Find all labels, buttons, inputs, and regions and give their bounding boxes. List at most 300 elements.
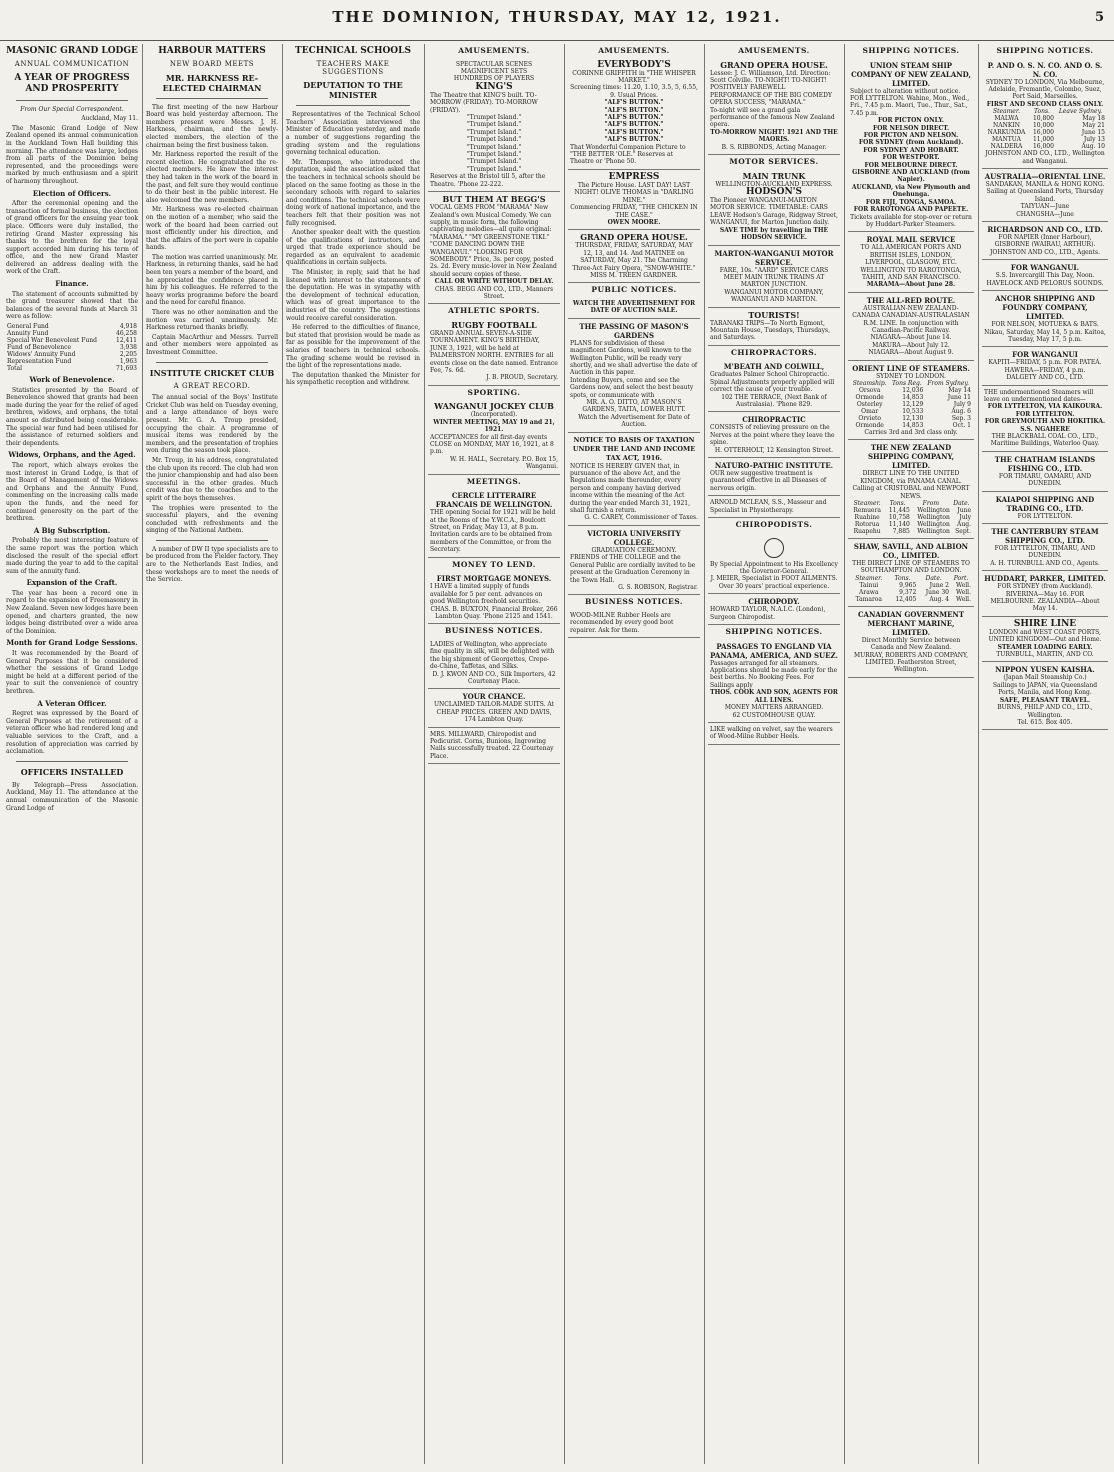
sailing-row xyxy=(850,582,972,589)
destination-list xyxy=(850,117,972,213)
column-shipping-2 xyxy=(982,44,1108,1464)
ad-body: FOR LYTTELTON. xyxy=(1017,512,1073,520)
ad-body: Watch the Advertisement for Date of Auction. xyxy=(578,413,690,429)
headline-progress: A YEAR OF PROGRESS AND PROSPERITY xyxy=(14,72,130,94)
ad-title: KAIAPOI SHIPPING AND TRADING CO., LTD. xyxy=(995,494,1095,513)
sailing-row xyxy=(850,528,972,535)
table-cell: 10,800 xyxy=(1032,115,1054,123)
paragraph: Mr. Troup, in his address, congratulated the club upon its record. The club had won the junior championship and had also been successful in the other grades. Much credit was due to the coaches and to the spirit of the boys themselves. xyxy=(146,456,278,502)
paragraph: Mr. Thompson, who introduced the deputation, said the association asked that the teachers in technical schools should be placed on the same footing as those in the secondary schools with regard to salaries and conditions. The technical schools were doing work of national importance, and the teachers felt that their position was not fully recognised. xyxy=(286,158,420,227)
ad-tourists xyxy=(708,308,840,346)
paragraph: Another speaker dealt with the question of the qualifications of instructors, and urged that trade experience should be regarded as an equivalent to academic qualifications in certain subjects. xyxy=(286,229,420,267)
destination-item: FOR RAROTONGA AND PAPEETE. xyxy=(853,206,969,214)
ad-p-and-o xyxy=(982,58,1108,169)
subhead-record: A GREAT RECORD. xyxy=(173,381,251,390)
ad-line: MAGNIFICENT SETS xyxy=(460,68,528,75)
ad-shire-line xyxy=(982,617,1108,663)
table-header xyxy=(984,108,1106,115)
ad-masons-gardens xyxy=(568,319,700,433)
table-cell: 12,411 xyxy=(116,337,137,345)
paragraph: Mr. Harkness was re-elected chairman on the motion of a member, who said the work of the board had been carried out most efficiently under his direction, and that the affairs of the port were in capable hands. xyxy=(146,206,278,252)
trumpet-line: "Trumpet Island." xyxy=(466,151,522,159)
alfs-button-line: "ALF'S BUTTON." xyxy=(604,128,664,136)
ship-list xyxy=(850,334,972,356)
table-cell: 2,205 xyxy=(119,351,137,359)
ad-title: EMPRESS xyxy=(608,171,660,182)
ad-body: TO-MORROW NIGHT! 1921 AND THE MAORIS. xyxy=(710,128,838,144)
table-cell: 7,885 xyxy=(892,528,910,536)
paragraph: The year has been a record one in regard to the expansion of Freemasonry in New Zealand. Seven new lodges have been opened, and charters granted, the new lodges being distributed over a wide area of the Dominion. xyxy=(6,589,138,635)
table-header-cell: Tons. xyxy=(889,500,906,508)
table-cell: 12,130 xyxy=(902,415,924,422)
ad-title: SHIRE LINE xyxy=(1013,618,1077,629)
table-cell: June 2 xyxy=(929,581,949,589)
ad-sign: G. S. ROBISON, Registrar. xyxy=(618,583,698,591)
table-cell: May 18 xyxy=(1082,115,1105,123)
ad-title: WANGANUI JOCKEY CLUB xyxy=(434,401,554,412)
paragraph: The trophies were presented to the successful players, and the evening concluded with refreshments and the singing of the National Anthem. xyxy=(146,504,278,535)
ad-title: UNION STEAM SHIP COMPANY OF NEW ZEALAND, LIMITED. xyxy=(851,60,971,88)
destination-item: AUCKLAND, via New Plymouth and Onehunga. xyxy=(851,183,971,199)
table-header-cell: Tons. xyxy=(1033,108,1050,116)
ad-nz-shipping xyxy=(848,440,974,539)
ad-address: 102 THE TERRACE, (Next Bank of Australasia). 'Phone 829. xyxy=(721,393,827,408)
table-cell: 71,693 xyxy=(116,365,137,373)
table-cell: Tamaroa xyxy=(855,595,882,603)
paragraph: Regret was expressed by the Board of General Purposes at the retirement of a veteran officer who had rendered long and valuable services to the Craft, and a resolution of appreciation was carried by acclamation. xyxy=(6,710,138,756)
paragraph: He referred to the difficulties of finance, but stated that provision would be made as far as possible for the improvement of the salaries of teachers in technical schools. The grading scheme would be revised in the light of the representations made. xyxy=(286,324,420,370)
table-cell: Wellington xyxy=(917,521,950,529)
section-chiropodists: CHIROPODISTS. xyxy=(735,520,813,530)
subhead-annual: ANNUAL COMMUNICATION xyxy=(14,60,130,68)
ad-sub: STEAMER LOADING EARLY. xyxy=(997,643,1093,651)
table-header-cell: Steamer. xyxy=(855,574,883,582)
ad-body: Intending Buyers, come and see the Gardens now, and select the best beauty spots, or communicate with xyxy=(570,376,694,399)
ad-body: That Wonderful Companion Picture to "THE BETTER 'OLE." Reserves at Theatre or 'Phone 50. xyxy=(570,143,686,166)
table-cell: Oct. 1 xyxy=(952,422,971,429)
table-cell: June xyxy=(957,507,971,515)
section-public: PUBLIC NOTICES. xyxy=(591,285,677,295)
headline-cricket: INSTITUTE CRICKET CLUB xyxy=(149,367,275,378)
ad-title: ANCHOR SHIPPING AND FOUNDRY COMPANY, LIMITED. xyxy=(995,294,1095,322)
ad-firm: WANGANUI MOTOR COMPANY, WANGANUI AND MARTON. xyxy=(724,288,824,304)
table-cell: General Fund xyxy=(7,323,49,331)
ad-title: BUT THEM AT BEGG'S xyxy=(442,194,546,205)
ad-body: ARNOLD MCLEAN, S.S., Masseur and Specialist in Physiotherapy. xyxy=(710,499,827,514)
table-cell: Ormonde xyxy=(855,422,884,429)
ad-kaiapoi xyxy=(982,492,1108,524)
ad-silks xyxy=(428,638,560,689)
ad-body: Graduates Palmer School Chiropractic. Spinal Adjustments properly applied will correct the cause of your trouble. xyxy=(710,371,835,394)
ad-line: HUNDREDS OF PLAYERS xyxy=(453,75,535,83)
table-cell: Sept. xyxy=(955,528,971,536)
ad-sign: D. J. KWON AND CO., Silk Importers, 42 Courtenay Place. xyxy=(432,670,556,685)
ad-body: SYDNEY TO LONDON, Via Melbourne, Adelaide, Fremantle, Colombo, Suez, Port Said, Marseilles. xyxy=(985,78,1105,101)
ad-body: LADIES of Wellington, who appreciate fine quality in silk, will be delighted with the big shipment of Georgettes, Crepe-de-Chine, Taffetas, and Silks. xyxy=(430,640,555,671)
column-technical xyxy=(286,44,425,1464)
ad-body: WINTER MEETING, MAY 19 and 21, 1921. xyxy=(433,418,555,434)
ad-firm: DALGETY AND CO., LTD. xyxy=(1006,374,1084,382)
ad-body: Subject to alteration without notice. FOR LYTTELTON. Wahine, Mon., Wed., Fri., 7.45 p.m. Maori, Tue., Thur., Sat., 7.45 p.m. xyxy=(850,87,970,117)
ad-address: 62 CUSTOMHOUSE QUAY. xyxy=(732,711,816,719)
ad-watch xyxy=(568,297,700,319)
ad-body: S.S. Invercargill This Day, Noon. HAVELOCK AND PELORUS SOUNDS. xyxy=(986,272,1104,287)
table-cell: 12,405 xyxy=(895,595,917,603)
paragraph: Captain MacArthur and Messrs. Turrell and other members were appointed as Investment Committee. xyxy=(146,333,278,356)
section-amusements: AMUSEMENTS. xyxy=(458,46,530,55)
fund-row xyxy=(6,344,138,351)
divider xyxy=(16,100,128,101)
ad-title: NIPPON YUSEN KAISHA. xyxy=(995,665,1095,675)
divider xyxy=(156,362,268,363)
fund-row xyxy=(6,337,138,344)
table-header-cell: Leave Sydney. xyxy=(1058,108,1103,116)
ad-body: J. MEIER, Specialist in FOOT AILMENTS. Over 30 years' practical experience. xyxy=(710,575,838,590)
section-heading: Expansion of the Craft. xyxy=(26,578,118,588)
table-cell: 9,965 xyxy=(899,581,917,589)
table-header xyxy=(850,575,972,582)
destination-item: FOR NELSON DIRECT. xyxy=(872,124,950,132)
sailing-row xyxy=(850,394,972,401)
table-cell: 10,000 xyxy=(1032,122,1054,130)
table-cell: Wellington xyxy=(917,528,950,536)
paragraph: Representatives of the Technical School Teachers' Association interviewed the Minister of Education yesterday, and made a number of suggestions regarding the grading system and the regulations governing technical education. xyxy=(286,111,420,157)
table-cell: Remuera xyxy=(853,507,881,515)
table-cell: June 11 xyxy=(947,394,971,401)
ad-orient-line xyxy=(848,361,974,441)
paragraph: The report, which always evokes the most interest in Grand Lodge, is that of the Board of Management of the Widows and Orphans and the Annuity Fund, commenting on the increasing calls made upon the funds, and the need for continued generosity on the part of the brethren. xyxy=(6,461,138,523)
sailing-row xyxy=(984,115,1106,122)
ad-naturopathic xyxy=(708,458,840,496)
ad-title: THE ALL-RED ROUTE. xyxy=(866,295,956,305)
table-cell: 14,853 xyxy=(902,394,924,401)
ad-firm: MURRAY, ROBERTS AND COMPANY, LIMITED. Featherston Street, Wellington. xyxy=(853,651,969,674)
ad-body: S.S. NGAHERE xyxy=(1020,425,1070,433)
destination-item: FOR LYTTELTON, VIA KAIKOURA. xyxy=(987,403,1103,411)
ad-firm: CHAS. BEGG AND CO., LTD., Manners Street. xyxy=(434,285,554,300)
ad-royal-mail xyxy=(848,232,974,292)
table-cell: July xyxy=(959,514,971,522)
ad-velvet xyxy=(708,723,840,745)
ad-firm: A. H. TURNBULL AND CO., Agents. xyxy=(990,559,1100,567)
headline-harbour: HARBOUR MATTERS xyxy=(158,46,266,56)
byline: From Our Special Correspondent. xyxy=(20,105,124,113)
table-cell: Arawa xyxy=(859,588,879,596)
table-header-cell: From Sydney. xyxy=(927,380,969,387)
table-cell: Sep. 3 xyxy=(951,415,971,422)
ad-sign: MISS M. TREEN GARDNER. xyxy=(590,271,678,279)
paragraph: Mr. Harkness reported the result of the recent election. He congratulated the re-elected members. He knew the interest they had taken in the work of the board in the past, and felt sure they would continue to do their best in the public interest. He also welcomed the new members. xyxy=(146,151,278,204)
ad-sign: B. S. RIBBONDS, Acting Manager. xyxy=(721,143,827,151)
section-money: MONEY TO LEND. xyxy=(452,559,536,569)
section-shipping: SHIPPING NOTICES. xyxy=(725,627,823,637)
ad-title: ORIENT LINE OF STEAMERS. xyxy=(852,363,970,373)
paragraph: A number of DW II type specialists are to be produced from the Fielder factory. They are to the Netherlands East Indies, and these workshops are to meet the needs of the Service. xyxy=(146,545,278,584)
table-cell: MALWA xyxy=(994,115,1019,123)
ad-body: Commencing FRIDAY, "THE CHICKEN IN THE CASE." xyxy=(570,204,698,219)
ad-title: TOURISTS! xyxy=(748,309,800,320)
section-business: BUSINESS NOTICES. xyxy=(584,597,684,607)
ad-title: ROYAL MAIL SERVICE xyxy=(866,235,956,245)
section-heading: Month for Grand Lodge Sessions. xyxy=(6,638,138,648)
ad-sign: MR. A. O. DITTO, AT MASON'S GARDENS, TAITA, LOWER HUTT. xyxy=(582,399,686,414)
column-masonic xyxy=(6,44,143,1464)
table-cell: 46,258 xyxy=(116,330,137,338)
ad-empress xyxy=(568,170,700,230)
ad-body: Direct Monthly Service between Canada and New Zealand. xyxy=(861,636,961,652)
subhead-new-board: NEW BOARD MEETS xyxy=(169,60,255,68)
ad-sub: CORINNE GRIFFITH in "THE WHISPER MARKET." xyxy=(572,69,696,84)
table-cell: Osterley xyxy=(856,401,883,408)
ad-body: THURSDAY, FRIDAY, SATURDAY, MAY 12, 13, and 14. And MATINEE on SATURDAY, May 21. The Charming Three-Act Fairy Opera, "SNOW-WHITE." xyxy=(572,242,696,272)
ad-firm: TURNBULL, MARTIN, AND CO. xyxy=(996,651,1094,659)
ad-jockey-club xyxy=(428,399,560,474)
sailing-row xyxy=(850,514,972,521)
ad-body: To-night will see a grand gala performance of the famous New Zealand opera. xyxy=(710,106,835,129)
destination-item: FOR MELBOURNE DIRECT. xyxy=(864,161,958,169)
alfs-button-line: "ALF'S BUTTON." xyxy=(604,136,664,144)
ship-item: MAKURA—About July 12. xyxy=(872,341,950,349)
table-cell: Total xyxy=(7,365,23,373)
table-cell: 14,853 xyxy=(902,422,924,429)
table-cell: Orsova xyxy=(858,387,881,394)
ad-sub: By Special Appointment to His Excellency the Governor-General. xyxy=(710,560,838,576)
ad-shaw-savill xyxy=(848,539,974,607)
ad-body: Reserves at the Bristol till 5, after the Theatre. 'Phone 22-222. xyxy=(430,173,546,188)
ad-chatham-islands xyxy=(982,452,1108,492)
section-shipping: SHIPPING NOTICES. xyxy=(862,46,960,55)
ad-body: CALL OR WRITE WITHOUT DELAY. xyxy=(434,278,554,286)
ad-oriental-line xyxy=(982,169,1108,222)
ad-body: Carries 3rd and 3rd class only. xyxy=(864,429,958,436)
ad-body: The Picture House. LAST DAY! LAST NIGHT! OLIVE THOMAS in "DARLING MINE." xyxy=(574,181,694,204)
table-cell: Fund of Benevolence xyxy=(7,344,72,352)
paragraph: The statement of accounts submitted by the grand treasurer showed that the balances of the several funds at March 31 were as follow: xyxy=(6,290,138,321)
ad-body: LIKE walking on velvet, say the wearers of Wood-Milne Rubber Heels. xyxy=(710,725,833,741)
table-cell: May 14 xyxy=(948,387,971,394)
destination-item: FOR SYDNEY AND HOBART. xyxy=(863,146,959,154)
table-cell: Ruahine xyxy=(854,514,880,522)
ad-body: VOCAL GEMS FROM "MARAMA" New Zealand's own Musical Comedy. We can supply, in music form, the following captivating melodies—all quite original: "MARAMA." "MY GREENSTONE TIKI." "COME DANCING DOWN THE WANGANUI." "LOOKING FOR SOMEBODY." Price, 3s. per copy, posted 2s. 2d. Every music-lover in New Zealand should secure copies of these. xyxy=(430,204,557,278)
ad-main-trunk xyxy=(708,169,840,246)
nz-shipping-table xyxy=(850,500,972,535)
paragraph: There was no other nomination and the motion was carried unanimously. Mr. Harkness returned thanks briefly. xyxy=(146,309,278,332)
table-cell: Aug. xyxy=(957,521,971,529)
ad-huddart-parker xyxy=(982,571,1108,617)
table-header-cell: Steamer. xyxy=(992,108,1020,116)
destination-list xyxy=(984,403,1106,425)
ad-mortgage xyxy=(428,571,560,624)
table-cell: 1,963 xyxy=(119,358,137,366)
ad-tailor xyxy=(428,689,560,727)
table-cell: Aug. 6 xyxy=(951,408,971,415)
table-cell: Special War Benevolent Fund xyxy=(7,337,97,345)
ad-title: THE CANTERBURY STEAM SHIPPING CO., LTD. xyxy=(991,527,1099,545)
ad-for-wanganui xyxy=(982,260,1108,291)
sailing-row xyxy=(984,143,1106,150)
section-business: BUSINESS NOTICES. xyxy=(444,626,544,636)
ad-marton-wanganui xyxy=(708,246,840,308)
ad-canadian-government xyxy=(848,607,974,678)
page-number: 5 xyxy=(1094,10,1104,25)
sailing-row xyxy=(850,521,972,528)
ad-body: FOR LYTTELTON, TIMARU, AND DUNEDIN. xyxy=(994,545,1096,560)
ship-item: TAIYUAN—June xyxy=(1020,203,1070,211)
ad-title: M'BEATH AND COLWILL, xyxy=(723,362,825,372)
table-cell: Wellington xyxy=(917,514,950,522)
table-cell: Well. xyxy=(956,595,971,603)
sailing-row xyxy=(984,122,1106,129)
ad-title: EVERYBODY'S xyxy=(597,59,671,70)
ad-title: KING'S xyxy=(475,81,513,92)
ad-firm: JOHNSTON AND CO., LTD., Wellington and Wanganui. xyxy=(985,150,1105,165)
divider xyxy=(156,540,268,541)
fund-row xyxy=(6,358,138,365)
table-cell: Rotorua xyxy=(854,521,880,529)
destination-item: FOR PICTON AND NELSON. xyxy=(863,132,959,140)
ad-body: GRAND ANNUAL SEVEN-A-SIDE TOURNAMENT. KING'S BIRTHDAY, JUNE 3, 1921, will be held at PALMERSTON NORTH. ENTRIES for all events close on the date named. Entrance Fee, 7s. 6d. xyxy=(430,329,558,374)
trumpet-line: "Trumpet Island." xyxy=(466,165,522,173)
ad-body: OWEN MOORE. xyxy=(607,218,661,226)
ad-title: FIRST MORTGAGE MONEYS. xyxy=(436,574,552,584)
ad-body: The Theatre that KING'S built. TO-MORROW (FRIDAY). TO-MORROW (FRIDAY). xyxy=(430,91,538,114)
column-amusements-1 xyxy=(428,44,565,1464)
table-header-cell: Date. xyxy=(953,500,970,508)
ad-rugby xyxy=(428,318,560,386)
ad-firm: THE BLACKBALL COAL CO., LTD., Maritime Buildings, Waterloo Quay. xyxy=(990,432,1100,448)
masthead xyxy=(0,0,1114,41)
alfs-button-line: "ALF'S BUTTON." xyxy=(604,121,664,129)
ad-title: NOTICE TO BASIS OF TAXATION UNDER THE LAND AND INCOME TAX ACT, 1916. xyxy=(572,435,696,462)
table-cell: NANKIN xyxy=(993,122,1020,130)
ad-mbeath-colwill xyxy=(708,359,840,412)
table-header-cell: Date. xyxy=(925,574,942,582)
ad-sub: (Japan Mail Steamship Co.) xyxy=(1003,674,1087,682)
ad-title: RUGBY FOOTBALL xyxy=(451,319,537,330)
ad-title: FOR WANGANUI. xyxy=(1010,263,1080,273)
table-cell: June 30 xyxy=(925,588,949,596)
ad-body: HOWARD TAYLOR, N.A.I.C. (London), Surgeon Chiropodist. xyxy=(710,606,826,621)
ad-body: FRIENDS of THE COLLEGE and the General Public are cordially invited to be present at the Graduation Ceremony in the Town Hall. xyxy=(570,554,696,584)
table-cell: 4,918 xyxy=(119,323,137,331)
ad-sub: FIRST AND SECOND CLASS ONLY. xyxy=(986,100,1104,108)
ad-body: FOR NAPIER (Inner Harbour), GISBORNE (WAIRAU, ARTHUR). xyxy=(994,234,1096,249)
ad-body: FOR TIMARU, OAMARU, AND DUNEDIN. xyxy=(998,472,1092,488)
ad-body: THE undermentioned Steamers will leave on undermentioned dates— xyxy=(984,388,1094,403)
table-cell: 11,445 xyxy=(888,507,910,515)
ad-wood-milne xyxy=(568,609,700,638)
destination-item: FOR LYTTELTON. xyxy=(1015,410,1075,418)
ad-taxation xyxy=(568,433,700,526)
ad-body: Passages arranged for all steamers. Applications should be made early for the best berths. No Booking Fees. For Sailings apply xyxy=(710,659,838,689)
ad-line: SPECTACULAR SCENES xyxy=(455,60,533,68)
shaw-savill-table xyxy=(850,575,972,603)
trumpet-list xyxy=(430,114,558,173)
section-sporting: SPORTING. xyxy=(467,387,521,397)
paragraph: After the ceremonial opening and the transaction of formal business, the election of grand officers for the ensuing year took place. Officers were duly installed, the retiring Grand Master expressing his thanks to the brethren for the loyal support accorded him during his term of office, and the new Grand Master delivered an address dealing with the work of the Craft. xyxy=(6,200,138,276)
ad-title: CHIROPODY. xyxy=(748,597,800,607)
ad-chiropractic xyxy=(708,412,840,458)
ad-body: MARAMA—About June 28. xyxy=(866,281,956,289)
paragraph: The motion was carried unanimously. Mr. Harkness, in returning thanks, said he had been ten years a member of the board, and he appreciated the confidence placed in him by his colleagues. He referred to the heavy works programme before the board and the need for careful finance. xyxy=(146,253,278,307)
ad-nippon-yusen xyxy=(982,662,1108,730)
table-cell: Annuity Fund xyxy=(7,330,49,338)
ad-body: CONSISTS of relieving pressure on the Nerves at the point where they leave the spine. xyxy=(710,424,835,447)
ad-grand-opera-marama xyxy=(708,58,840,155)
ad-body: The Pioneer WANGANUI-MARTON MOTOR SERVICE. TIMETABLE: CARS LEAVE Hodson's Garage, Ridgway Street, WANGANUI, for Marton Junction daily. xyxy=(710,197,838,227)
destination-item: GISBORNE AND AUCKLAND (from Napier). xyxy=(852,169,970,184)
ad-wanganui-patea xyxy=(982,347,1108,385)
ad-body: AUSTRALIAN-NEW ZEALAND-CANADA CANADIAN-AUSTRALASIAN R.M. LINE. In conjunction with Canadian-Pacific Railway. xyxy=(852,304,970,334)
ad-body: Lessee: J. C. Williamson, Ltd. Direction: Scott Colville. TO-NIGHT! TO-NIGHT! POSITIVELY FAREWELL PERFORMANCE OF THE BIG COMEDY OPERA SUCCESS, "MARAMA." xyxy=(710,69,832,107)
ad-meier xyxy=(708,532,840,595)
trumpet-line: "Trumpet Island." xyxy=(466,114,522,122)
ad-body: SANDAKAN, MANILA & HONG KONG. Sailing at Queensland Ports, Thursday Island. xyxy=(985,181,1105,203)
fund-row xyxy=(6,351,138,358)
ad-kings xyxy=(428,58,560,193)
ad-body: FOR NELSON, MOTUEKA & BATS. Nikau, Saturday, May 14, 5 p.m. Kaitoa, Tuesday, May 17, 5 p.m. xyxy=(984,321,1106,343)
ad-title: RICHARDSON AND CO., LTD. xyxy=(987,225,1103,235)
ad-title: MAIN TRUNK xyxy=(742,170,806,181)
table-cell: July 9 xyxy=(953,401,971,408)
table-cell: June 15 xyxy=(1081,129,1105,137)
sailing-row xyxy=(850,408,972,415)
section-amusements: AMUSEMENTS. xyxy=(598,46,670,55)
ad-firm: THOS. COOK AND SON, AGENTS FOR ALL LINES. xyxy=(710,689,838,704)
table-cell: Aug. 10 xyxy=(1081,143,1105,151)
section-heading: Work of Benevolence. xyxy=(29,375,115,385)
ad-title: CERCLE LITTERAIRE FRANCAIS DE WELLINGTON. xyxy=(435,491,553,510)
ad-body: THE DIRECT LINE OF STEAMERS TO SOUTHAMPTON AND LONDON. xyxy=(852,560,970,575)
alfs-button-line: "ALF'S BUTTON." xyxy=(604,106,664,114)
ad-body: Tickets available for stop-over or return by Huddart-Parker Steamers. xyxy=(850,213,972,228)
ad-title: HUDDART, PARKER, LIMITED. xyxy=(984,574,1106,584)
ad-body: Sailings to JAPAN, via Queensland Ports, Manila, and Hong Kong. xyxy=(992,681,1098,697)
table-cell: 12,129 xyxy=(902,401,924,408)
table-cell: Tainui xyxy=(859,581,879,589)
sailing-row xyxy=(984,136,1106,143)
ad-title: CANADIAN GOVERNMENT MERCHANT MARINE, LIMITED. xyxy=(857,609,965,637)
ad-title: FOR WANGANUI xyxy=(1012,350,1078,360)
table-header-cell: Steamship. xyxy=(852,380,887,387)
ad-body: KAPITI—FRIDAY, 5 p.m. FOR PATEA. HAWERA—FRIDAY, 4 p.m. xyxy=(988,359,1102,374)
ad-body: LONDON and WEST COAST PORTS, UNITED KINGDOM—Out and Home. xyxy=(988,628,1102,644)
ad-body: DIRECT LINE TO THE UNITED KINGDOM, via PANAMA CANAL. Calling at CRISTOBAL and NEWPORT NEWS. xyxy=(852,470,970,500)
ad-body: WATCH THE ADVERTISEMENT FOR DATE OF AUCTION SALE. xyxy=(572,299,696,315)
ad-firm: JOHNSTON AND CO., LTD., Agents. xyxy=(990,248,1100,256)
table-header-cell: Steamer. xyxy=(853,500,881,508)
divider xyxy=(296,105,410,106)
ad-body: ACCEPTANCES for all first-day events CLOSE on MONDAY, MAY 16, 1921, at 8 p.m. xyxy=(430,433,554,456)
table-cell: Ormonde xyxy=(855,394,884,401)
table-cell: Orvieto xyxy=(858,415,882,422)
ad-body: WOOD-MILNE Rubber Heels are recommended by every good boot repairer. Ask for them. xyxy=(570,611,674,634)
ad-grand-opera-snow xyxy=(568,230,700,283)
table-header-cell: Tons Reg. xyxy=(891,380,922,387)
destination-item: FOR PICTON ONLY. xyxy=(877,117,945,125)
ad-title: SHAW, SAVILL, AND ALBION CO., LIMITED. xyxy=(853,542,969,561)
trumpet-line: "Trumpet Island." xyxy=(466,143,522,151)
table-cell: 11,140 xyxy=(888,521,910,529)
ad-sign: H. OTTERHOLT, 12 Kensington Street. xyxy=(714,446,834,454)
table-cell: NARKUNDA xyxy=(987,129,1026,137)
ad-title: MARTON-WANGANUI MOTOR SERVICE. xyxy=(714,248,834,267)
column-amusements-2 xyxy=(568,44,705,1464)
table-cell: July 13 xyxy=(1083,136,1105,144)
ad-steamers xyxy=(982,386,1108,452)
ad-title: PASSAGES TO ENGLAND VIA PANAMA, AMERICA, AND SUEZ. xyxy=(710,641,838,660)
destination-item: FOR GREYMOUTH AND HOKITIKA. xyxy=(984,418,1106,426)
